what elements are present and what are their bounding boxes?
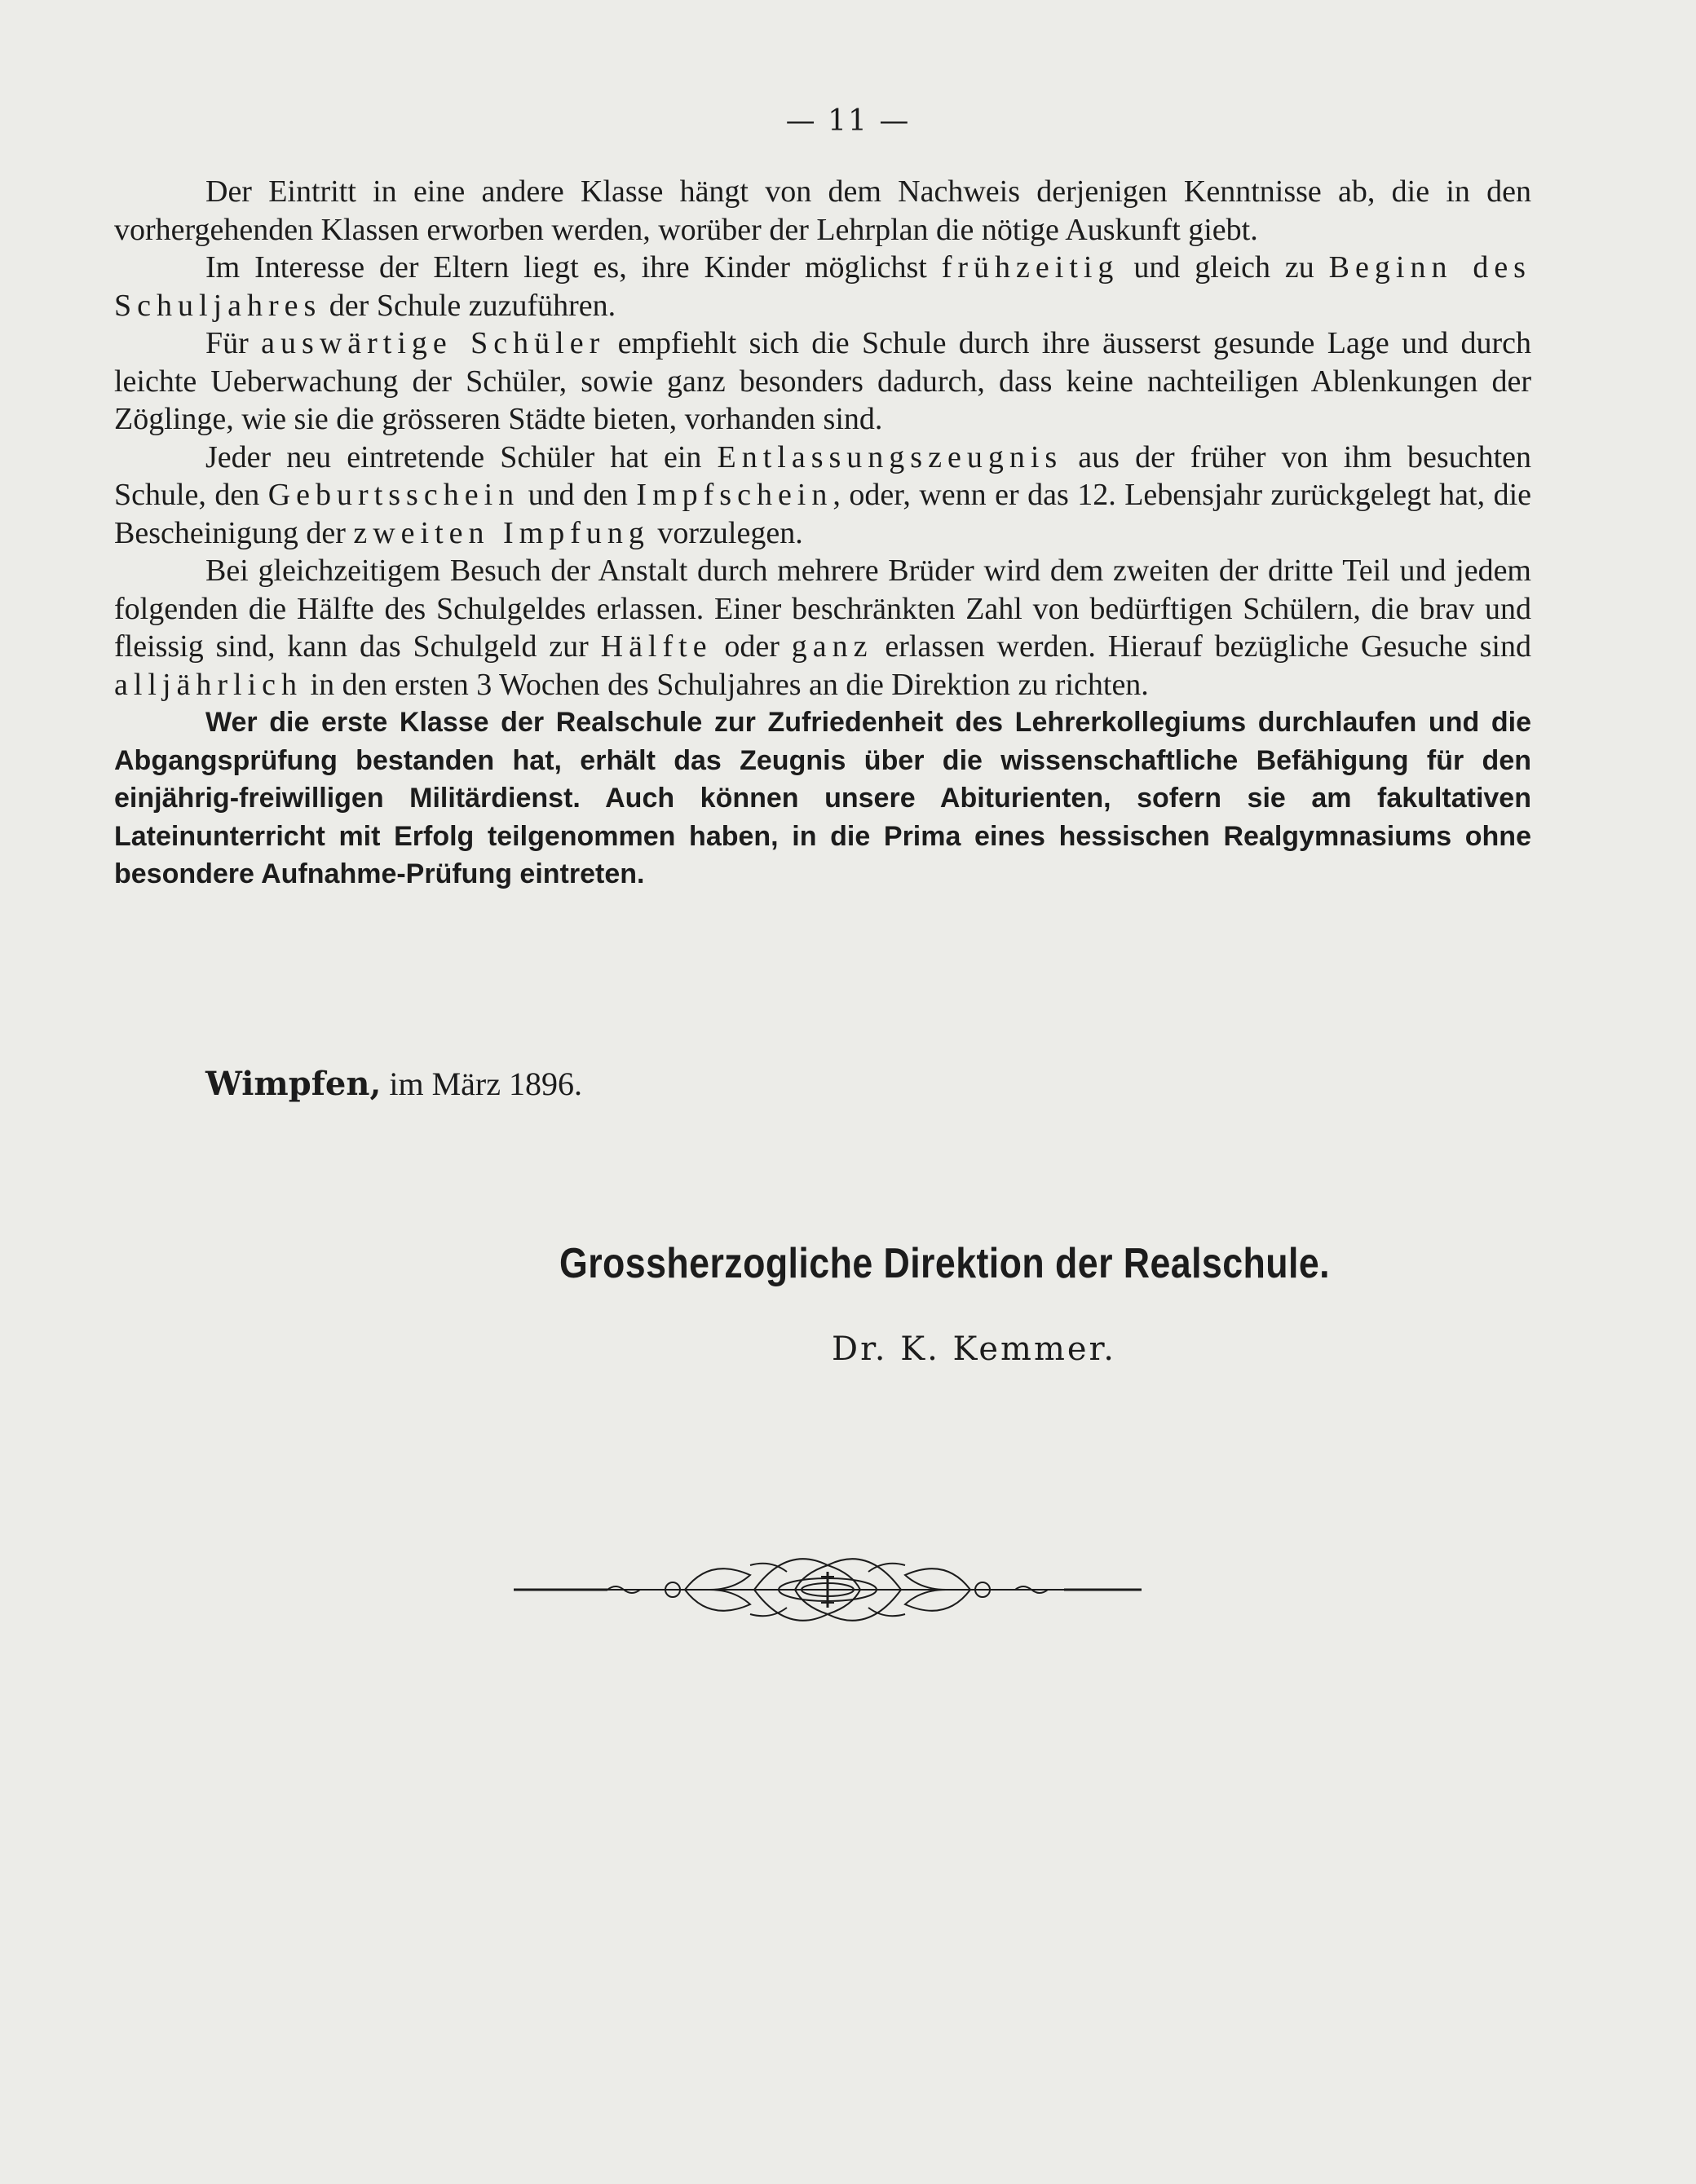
- body-text: [114, 173, 1531, 893]
- paragraph-fees: Bei gleichzeitigem Besuch der Anstalt durch mehrere Brüder wird dem zweiten der dritte Teil und jedem folgenden die Hälfte des Schulgeldes erlassen. Einer beschränkten Zahl von bedürftigen Schülern, die brav und fleissig sind, kann das Schulgeld zur Hälfte oder ganz erlassen werden. Hierauf bezügliche Gesuche sind alljährlich in den ersten 3 Wochen des Schuljahres an die Direktion zu richten.: [114, 554, 1531, 702]
- page-number: — 11 —: [785, 104, 911, 138]
- paragraph-certificate: Wer die erste Klasse der Realschule zur Zufriedenheit des Lehrerkollegiums durchlaufen und die Abgangsprüfung bestanden hat, erhält das Zeugnis über die wissenschaftliche Befähigung für den einjährig-freiwilligen Militärdienst. Auch können unsere Abiturienten, sofern sie am fakultativen Lateinunterricht mit Erfolg teilgenommen haben, in die Prima eines hessischen Realgymnasiums ohne besondere Aufnahme-Prüfung eintreten.: [114, 707, 1531, 889]
- paragraph-timing: Im Interesse der Eltern liegt es, ihre Kinder möglichst frühzeitig und gleich zu Beginn des Schuljahres der Schule zuzuführen.: [114, 250, 1531, 323]
- paragraph-external-students: Für auswärtige Schüler empfiehlt sich die Schule durch ihre äusserst gesunde Lage und durch leichte Ueberwachung der Schüler, sowie ganz besonders dadurch, dass keine nachteiligen Ablenkungen der Zöglinge, wie sie die grösseren Städte bieten, vorhanden sind.: [114, 326, 1531, 436]
- paragraph-admission: Der Eintritt in eine andere Klasse hängt von dem Nachweis derjenigen Kenntnisse ab, die in den vorhergehenden Klassen erworben werden, worüber der Lehrplan die nötige Auskunft giebt.: [114, 174, 1531, 247]
- paragraph-documents: Jeder neu eintretende Schüler hat ein Entlassungszeugnis aus der früher von ihm besuchten Schule, den Geburtsschein und den Impfschein, oder, wenn er das 12. Lebensjahr zurückgelegt hat, die Bescheinigung der zweiten Impfung vorzulegen.: [114, 439, 1531, 550]
- issuing-authority: Grossherzogliche Direktion der Realschule.: [559, 1240, 1331, 1287]
- place-name: Wimpfen,: [205, 1065, 382, 1103]
- decorative-ornament: [510, 1549, 1146, 1630]
- signature-name: Dr. K. Kemmer.: [832, 1330, 1116, 1368]
- date: im März 1896.: [381, 1066, 582, 1102]
- place-date: [205, 1065, 582, 1103]
